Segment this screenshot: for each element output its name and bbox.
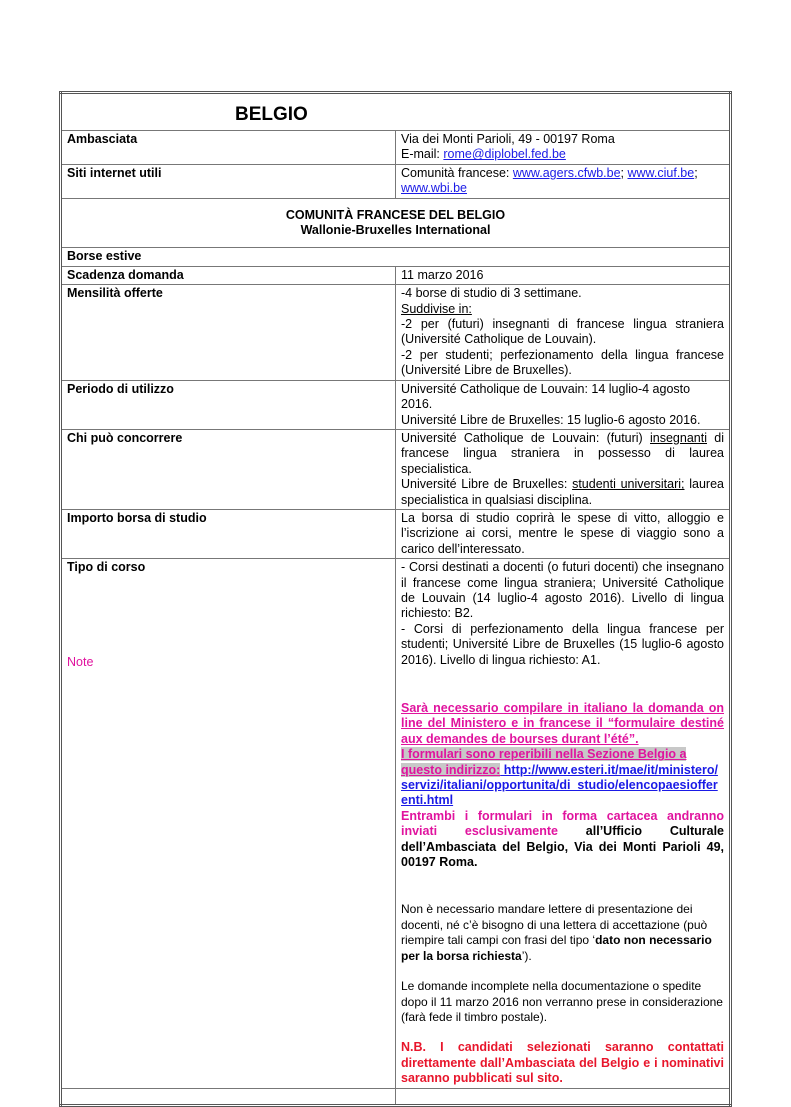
value-mensilita — [396, 285, 731, 380]
title-cell — [61, 93, 731, 131]
value-ambasciata — [396, 131, 731, 165]
periodo-line-2: Université Libre de Bruxelles: 15 luglio-6 agosto 2016. — [401, 412, 701, 427]
chi-p1-text-a: Université Catholique de Louvain: (futuri) — [401, 430, 650, 445]
label-mensilita: Mensilità offerte — [61, 285, 396, 380]
heading-line-1: COMUNITÀ FRANCESE DEL BELGIO — [285, 207, 506, 222]
siti-sep-2: ; — [694, 165, 698, 180]
siti-sep-1: ; — [620, 165, 628, 180]
periodo-line-1: Université Catholique de Louvain: 14 luglio-4 agosto 2016. — [401, 381, 691, 412]
row-ambasciata — [61, 131, 731, 165]
row-chi — [61, 429, 731, 509]
page-title: BELGIO — [235, 104, 308, 125]
row-siti — [61, 164, 731, 198]
empty-cell-right — [396, 1088, 731, 1105]
mensilita-line-4: -2 per studenti; perfezionamento della lingua francese (Université Libre de Bruxelles). — [401, 347, 724, 378]
spacer — [401, 964, 724, 979]
note-paragraph-2 — [401, 747, 724, 809]
note-paragraph-5: Le domande incomplete nella documentazione o spedite dopo il 11 marzo 2016 non verranno prese in considerazione (farà fede il timbro postale). — [401, 979, 723, 1024]
link-agers[interactable]: www.agers.cfwb.be — [512, 165, 621, 180]
chi-paragraph-1 — [401, 431, 724, 477]
row-periodo — [61, 380, 731, 429]
note-p3-black: all’Ufficio Culturale dell’Ambasciata del Belgio, Via dei Monti Parioli 49, 00197 Roma. — [401, 824, 724, 870]
scholarship-table — [59, 91, 732, 1107]
value-importo: La borsa di studio coprirà le spese di vitto, alloggio e l’iscrizione ai corsi, mentre le spese di viaggio sono a carico dell’interessato. — [396, 509, 731, 558]
chi-p1-text-b: di francese lingua straniera in possesso di laurea specialistica. — [401, 430, 725, 476]
note-paragraph-1: Sarà necessario compilare in italiano la domanda on line del Ministero e in francese il “formulaire destiné aux demandes de bourses durant l’été”. — [401, 701, 724, 746]
note-p4-c: ’). — [521, 948, 532, 963]
row-tipo-note — [61, 559, 731, 1088]
note-paragraph-6: N.B. I candidati selezionati saranno contattati direttamente dall’Ambasciata del Belgio e i nominativi saranno pubblicati sul sito. — [401, 1040, 724, 1086]
chi-p1-underlined: insegnanti — [650, 430, 707, 445]
link-ciuf[interactable]: www.ciuf.be — [627, 165, 695, 180]
title-row — [61, 93, 731, 131]
spacer — [401, 1025, 724, 1040]
note-url-link[interactable]: http://www.esteri.it/mae/it/ministero/servizi/italiani/opportunita/di_studio/elencopaesiofferenti.html — [401, 762, 718, 808]
note-p3-magenta: Entrambi i formulari in forma cartacea andranno inviati esclusivamente — [401, 808, 724, 839]
value-chi — [396, 429, 731, 509]
embassy-address: Via dei Monti Parioli, 49 - 00197 Roma — [401, 132, 615, 146]
value-periodo — [396, 380, 731, 429]
spacer — [401, 870, 724, 902]
row-heading — [61, 198, 731, 248]
note-paragraph-4 — [401, 902, 724, 964]
tipo-paragraph-2: - Corsi di perfezionamento della lingua francese per studenti; Université Libre de Bruxelles (15 luglio-6 agosto 2016). Livello di lingua richiesto: A1. — [401, 621, 724, 667]
label-importo: Importo borsa di studio — [61, 509, 396, 558]
label-column-tipo-note — [61, 559, 396, 1088]
embassy-email-line — [401, 147, 724, 162]
value-siti — [396, 164, 731, 198]
empty-cell-left — [61, 1088, 396, 1105]
heading-line-2: Wallonie-Bruxelles International — [300, 223, 491, 238]
mensilita-line-1: -4 borse di studio di 3 settimane. — [401, 286, 582, 301]
note-p4-a: Non è necessario mandare lettere di presentazione dei docenti, né c’è bisogno di una lettera di accettazione (può riempire tali campi con frasi del tipo ‘ — [401, 902, 708, 948]
label-tipo: Tipo di corso — [67, 560, 146, 575]
row-importo — [61, 509, 731, 558]
label-scadenza: Scadenza domanda — [61, 266, 396, 284]
email-link[interactable]: rome@diplobel.fed.be — [443, 147, 566, 162]
document-page — [59, 91, 732, 1107]
chi-p2-underlined: studenti universitari; — [572, 477, 685, 492]
mensilita-line-2: Suddivise in: — [401, 301, 472, 316]
chi-paragraph-2 — [401, 477, 724, 508]
note-formulari-text: I formulari sono reperibili nella Sezione Belgio a questo indirizzo: — [401, 747, 687, 777]
row-empty — [61, 1088, 731, 1105]
note-p4-b: dato non necessario per la borsa richiesta — [401, 933, 712, 963]
note-paragraph-3 — [401, 809, 724, 871]
label-periodo: Periodo di utilizzo — [61, 380, 396, 429]
label-borse-estive: Borse estive — [61, 248, 731, 266]
chi-p2-text-a: Université Libre de Bruxelles: — [401, 477, 573, 492]
row-borse-estive — [61, 248, 731, 266]
tipo-paragraph-1: - Corsi destinati a docenti (o futuri docenti) che insegnano il francese come lingua straniera; Université Catholique de Louvain (14 luglio-4 agosto 2016). Livello di lingua richiesto: B2. — [401, 560, 724, 621]
link-wbi[interactable]: www.wbi.be — [401, 181, 467, 196]
label-ambasciata: Ambasciata — [61, 131, 396, 165]
label-note: Note — [67, 654, 94, 669]
row-scadenza — [61, 266, 731, 284]
chi-p2-text-b: laurea specialistica in qualsiasi disciplina. — [401, 477, 724, 507]
value-scadenza: 11 marzo 2016 — [396, 266, 731, 284]
label-siti: Siti internet utili — [61, 164, 396, 198]
label-chi: Chi può concorrere — [61, 429, 396, 509]
siti-prefix: Comunità francese: — [401, 165, 513, 180]
value-tipo-note — [396, 559, 731, 1088]
spacer — [401, 668, 724, 701]
mensilita-line-3: -2 per (futuri) insegnanti di francese lingua straniera (Université Catholique de Louvain). — [401, 317, 724, 347]
section-heading — [61, 198, 731, 248]
row-mensilita — [61, 285, 731, 380]
email-prefix: E-mail: — [401, 147, 444, 162]
